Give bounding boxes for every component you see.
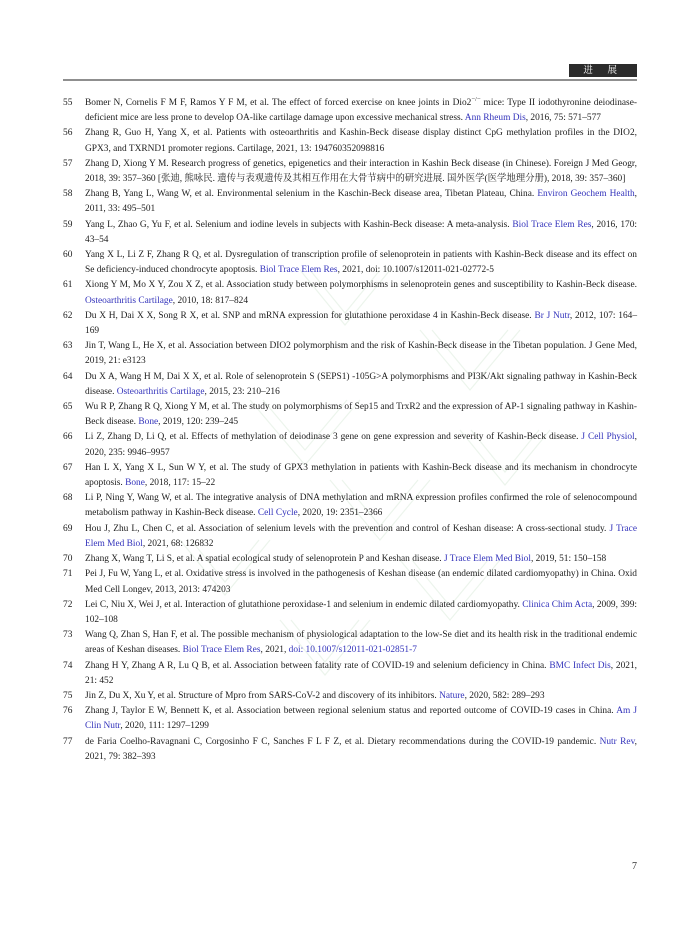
reference-text [85, 430, 637, 460]
reference-text-segment: , 2018, 117: 15–22 [144, 478, 216, 489]
reference-list [63, 96, 637, 765]
reference-text-segment: Pei J, Fu W, Yang L, et al. Oxidative stress is involved in the pathogenesis of Keshan disease (an endemic dilated cardiomyopathy) in China. Oxid Med Cell Longev, 2013, 2013: 474203 [85, 569, 637, 595]
reference-item [63, 218, 637, 248]
journal-link[interactable]: Biol Trace Elem Res [182, 645, 261, 656]
reference-item [63, 461, 637, 491]
reference-text [85, 704, 637, 734]
reference-text-segment: Du X A, Wang H M, Dai X X, et al. Role of selenoprotein S (SEPS1) -105G>A polymorphisms and PI3K/Akt signaling pathway in Kashin-Beck disease. [85, 371, 637, 397]
journal-link[interactable]: Bone [138, 417, 159, 428]
journal-link[interactable]: Br J Nutr [534, 310, 570, 321]
journal-link[interactable]: Osteoarthritis Cartilage [116, 386, 205, 397]
journal-link[interactable]: BMC Infect Dis [549, 660, 611, 671]
reference-text-segment: , 2019, 51: 150–158 [530, 554, 607, 565]
reference-text-segment: Lei C, Niu X, Wei J, et al. Interaction of glutathione peroxidase-1 and selenium in endemic dilated cardiomyopathy. [85, 599, 523, 610]
reference-number: 72 [63, 599, 73, 610]
reference-text-segment: de Faria Coelho-Ravagnani C, Corgosinho F C, Sanches F L F Z, et al. Dietary recommendations during the COVID-19 pandemic. [85, 736, 600, 747]
reference-text-segment: , 2020, 235: 9946–9957 [85, 432, 638, 458]
journal-link[interactable]: Biol Trace Elem Res [259, 265, 338, 276]
reference-text [85, 461, 637, 491]
reference-item [63, 735, 637, 765]
reference-text-segment: , 2012, 107: 164–169 [85, 310, 638, 337]
journal-link[interactable]: Am J Clin Nutr [85, 706, 637, 732]
reference-item [63, 187, 637, 217]
reference-text [85, 400, 637, 430]
reference-text [85, 628, 637, 658]
reference-number: 64 [63, 371, 73, 382]
section-tag: 进 展 [569, 64, 637, 77]
reference-text-segment: , 2016, 75: 571–577 [525, 113, 601, 124]
superscript-text: −/− [471, 96, 481, 103]
journal-link[interactable]: J Trace Elem Med Biol [443, 554, 531, 565]
reference-text [85, 522, 637, 552]
reference-number: 59 [63, 219, 73, 230]
journal-link[interactable]: Cell Cycle [257, 508, 298, 519]
reference-text-segment: Bomer N, Cornelis F M F, Ramos Y F M, et al. The effect of forced exercise on knee joints in Dio2 [85, 98, 472, 108]
reference-item [63, 522, 637, 552]
reference-number: 76 [63, 706, 73, 717]
reference-number: 61 [63, 280, 73, 291]
reference-number: 68 [63, 493, 73, 504]
reference-item [63, 628, 637, 658]
reference-text-segment: , 2019, 120: 239–245 [158, 417, 239, 428]
reference-text-segment: Xiong Y M, Mo X Y, Zou X Z, et al. Association study between polymorphisms in selenoprotein genes and susceptibility to Kashin-Beck disease. [85, 280, 637, 291]
reference-text-segment: Li Z, Zhang D, Li Q, et al. Effects of methylation of deiodinase 3 gene on gene expression and severity of Kashin-Beck disease. [85, 432, 582, 443]
reference-text [85, 187, 637, 217]
reference-item [63, 689, 637, 704]
reference-text-segment: , 2021, [260, 645, 289, 656]
reference-number: 67 [63, 462, 73, 473]
reference-item [63, 278, 637, 308]
journal-link[interactable]: Nutr Rev [599, 736, 635, 747]
reference-text [85, 339, 637, 369]
reference-text-segment: , 2020, 19: 2351–2366 [297, 508, 383, 519]
reference-text-segment: , 2021, 68: 126832 [142, 538, 214, 549]
journal-link[interactable]: Bone [125, 478, 145, 489]
reference-text-segment: Jin Z, Du X, Xu Y, et al. Structure of Mpro from SARS-CoV-2 and discovery of its inhibitors. [85, 690, 440, 701]
journal-link[interactable]: Biol Trace Elem Res [512, 219, 592, 230]
reference-text-segment: Li P, Ning Y, Wang W, et al. The integrative analysis of DNA methylation and mRNA expression profiles confirmed the role of selenocompound metabolism pathway in Kashin-Beck disease. [85, 493, 637, 519]
reference-text-segment: Zhang J, Taylor E W, Bennett K, et al. Association between regional selenium status and reported outcome of COVID-19 cases in China. [85, 706, 617, 717]
reference-item [63, 552, 637, 567]
reference-text-segment: Zhang D, Xiong Y M. Research progress of genetics, epigenetics and their interaction in Kashin Beck disease (in Chinese). Foreign J Med Geogr, 2018, 39: 357–360 [张迪, 熊咏民. 遗传与表观遗传及其相互作用在大骨节病中的研究进展. 国外医学(医学地理分册), 2018, 39: 357–360] [85, 158, 637, 185]
reference-text [85, 370, 637, 400]
journal-link[interactable]: J Cell Physiol [581, 432, 635, 443]
reference-text [85, 689, 637, 704]
reference-text-segment: , 2021, doi: 10.1007/s12011-021-02772-5 [337, 265, 494, 276]
reference-text-segment: Hou J, Zhu L, Chen C, et al. Association of selenium levels with the prevention and control of Keshan disease: A cross-sectional study. [85, 523, 610, 534]
journal-link[interactable]: Osteoarthritis Cartilage [85, 295, 173, 306]
reference-item [63, 430, 637, 460]
reference-text-segment: Zhang H Y, Zhang A R, Lu Q B, et al. Association between fatality rate of COVID-19 and selenium deficiency in China. [85, 660, 550, 671]
reference-text-segment: Zhang X, Wang T, Li S, et al. A spatial ecological study of selenoprotein P and Keshan disease. [85, 554, 444, 565]
reference-item [63, 96, 637, 126]
reference-text-segment: mice: Type II iodothyronine deiodinase-deficient mice are less prone to develop OA-like cartilage damage upon excessive mechanical stress. [85, 98, 637, 124]
reference-number: 56 [63, 128, 73, 139]
reference-item [63, 400, 637, 430]
reference-text [85, 248, 637, 278]
reference-item [63, 248, 637, 278]
reference-number: 74 [63, 660, 73, 671]
reference-text [85, 126, 637, 156]
reference-text [85, 735, 637, 765]
reference-text-segment: Yang X L, Li Z F, Zhang R Q, et al. Dysregulation of transcription profile of selenoprotein in patients with Kashin-Beck disease and its effect on Se deficiency-induced chondrocyte apoptosis. [85, 250, 637, 276]
header-rule [63, 79, 637, 81]
reference-text-segment: Han L X, Yang X L, Sun W Y, et al. The study of GPX3 methylation in patients with Kashin-Beck disease and its mechanism in chondrocyte apoptosis. [85, 462, 637, 489]
reference-text-segment: , 2011, 33: 495–501 [85, 189, 637, 215]
reference-text [85, 96, 637, 126]
reference-number: 75 [63, 690, 73, 701]
reference-text-segment: Wu R P, Zhang R Q, Xiong Y M, et al. The study on polymorphisms of Sep15 and TrxR2 and the expression of AP-1 signaling pathway in Kashin-Beck disease. [85, 402, 637, 428]
journal-link[interactable]: J Trace Elem Med Biol [85, 523, 637, 549]
reference-number: 71 [63, 569, 73, 580]
reference-item [63, 598, 637, 628]
reference-number: 69 [63, 523, 73, 534]
reference-item [63, 126, 637, 156]
reference-text [85, 598, 637, 628]
reference-text [85, 491, 637, 521]
reference-item [63, 370, 637, 400]
reference-item [63, 309, 637, 339]
reference-item [63, 339, 637, 369]
reference-text-segment: Zhang R, Guo H, Yang X, et al. Patients with osteoarthritis and Kashin-Beck disease display distinct CpG methylation profiles in the DIO2, GPX3, and TXRND1 promoter regions. Cartilage, 2021, 13: 194760352098816 [85, 128, 637, 154]
journal-link[interactable]: Nature [439, 690, 465, 701]
reference-number: 73 [63, 630, 73, 641]
reference-text-segment: , 2021, 79: 382–393 [85, 736, 637, 762]
journal-link[interactable]: Environ Geochem Health [537, 189, 635, 200]
reference-item [63, 157, 637, 187]
reference-number: 58 [63, 189, 73, 200]
reference-text-segment: , 2009, 399: 102–108 [85, 599, 638, 625]
reference-text [85, 218, 637, 248]
journal-link[interactable]: Clinica Chim Acta [522, 599, 593, 610]
reference-item [63, 491, 637, 521]
reference-text-segment: Du X H, Dai X X, Song R X, et al. SNP and mRNA expression for glutathione peroxidase 4 in Kashin-Beck disease. [85, 310, 535, 321]
reference-text-segment: Jin T, Wang L, He X, et al. Association between DIO2 polymorphism and the risk of Kashin-Beck disease in the Tibetan population. J Gene Med, 2019, 21: e3123 [85, 341, 637, 367]
reference-text-segment: , 2020, 582: 289–293 [464, 690, 545, 701]
reference-text [85, 309, 637, 339]
reference-text-segment: , 2015, 23: 210–216 [204, 386, 280, 397]
reference-text-segment: , 2020, 111: 1297–1299 [120, 721, 209, 732]
reference-number: 63 [63, 341, 73, 352]
reference-number: 65 [63, 402, 73, 413]
reference-text-segment: Zhang B, Yang L, Wang W, et al. Environmental selenium in the Kaschin-Beck disease area, Tibetan Plateau, China. [85, 189, 538, 200]
reference-number: 57 [63, 158, 73, 169]
reference-text [85, 552, 637, 567]
reference-number: 62 [63, 310, 73, 321]
reference-text [85, 567, 637, 597]
reference-number: 70 [63, 554, 73, 565]
reference-item [63, 567, 637, 597]
reference-text [85, 157, 637, 187]
reference-text-segment: , 2016, 170: 43–54 [85, 219, 637, 245]
reference-text-segment: Yang L, Zhao G, Yu F, et al. Selenium and iodine levels in subjects with Kashin-Beck disease: A meta-analysis. [85, 219, 513, 230]
reference-text-segment: , 2010, 18: 817–824 [172, 295, 249, 306]
journal-link[interactable]: doi: 10.1007/s12011-021-02851-7 [288, 645, 417, 656]
reference-number: 77 [63, 736, 73, 747]
reference-number: 60 [63, 250, 73, 261]
reference-number: 55 [63, 98, 73, 108]
reference-text [85, 278, 637, 308]
reference-item [63, 659, 637, 689]
reference-text-segment: , 2021, 21: 452 [85, 660, 637, 686]
reference-number: 66 [63, 432, 73, 443]
reference-text-segment: Wang Q, Zhan S, Han F, et al. The possible mechanism of physiological adaptation to the low-Se diet and its health risk in the traditional endemic areas of Keshan diseases. [85, 630, 637, 656]
journal-link[interactable]: Ann Rheum Dis [464, 113, 526, 124]
reference-item [63, 704, 637, 734]
reference-text [85, 659, 637, 689]
page-number: 7 [632, 861, 637, 872]
